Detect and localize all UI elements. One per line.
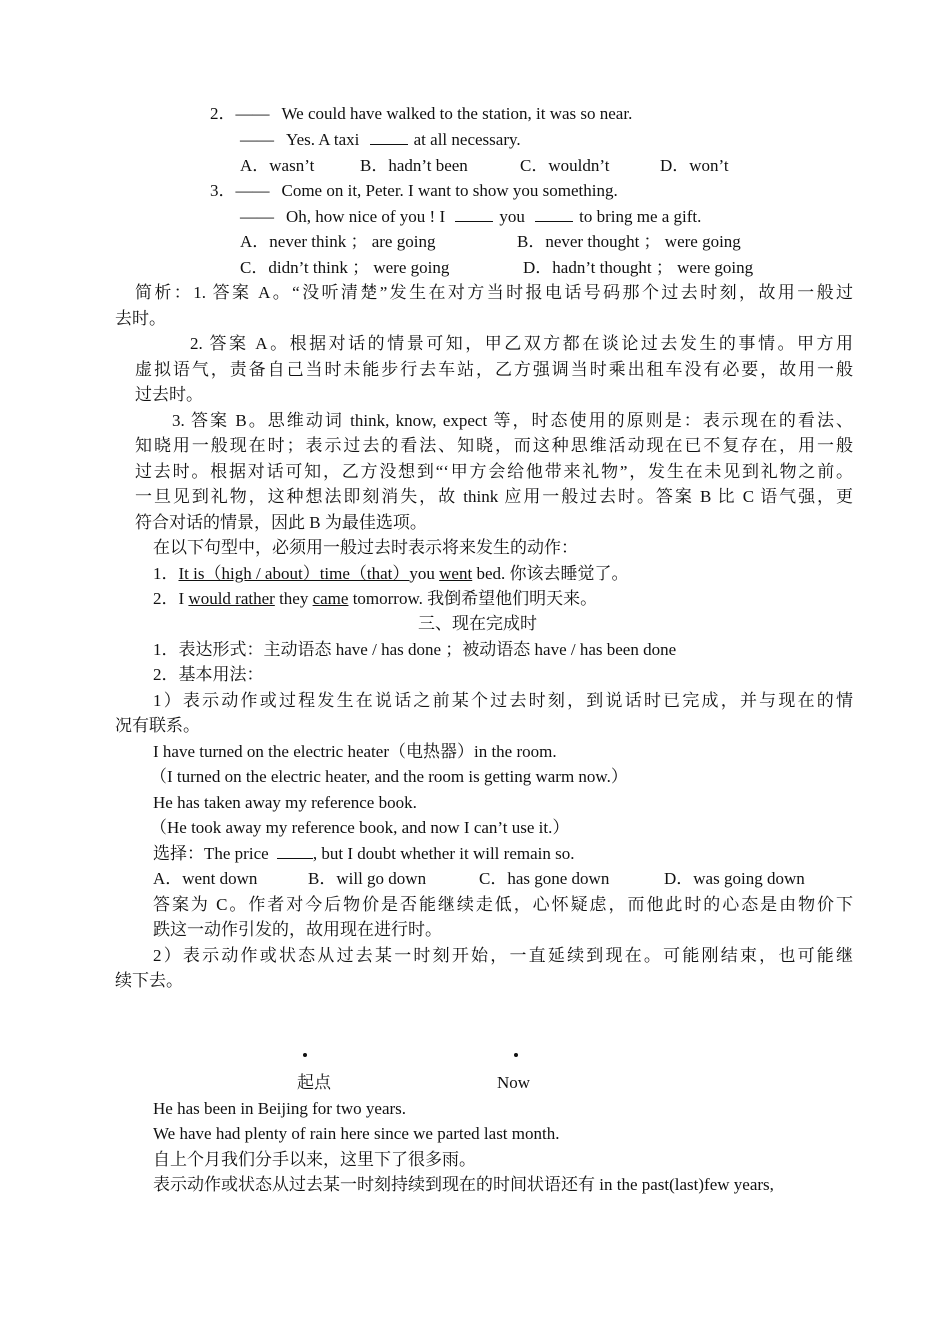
dialog-dash: ——	[240, 130, 274, 149]
underlined-phrase: went	[439, 564, 473, 583]
answer-explanation-line2: 跌这一动作引发的，故用现在进行时。	[153, 920, 442, 939]
option-a: A．wasn’t	[240, 156, 315, 175]
question-number: 2．	[210, 104, 236, 123]
timeline-now-label: Now	[497, 1073, 531, 1092]
analysis-2-line2: 虚拟语气，责备自己当时未能步行去车站，乙方强调当时乘出租车没有必要，故用一般	[135, 360, 853, 379]
question-2-line1	[210, 103, 632, 125]
option-c: C．didn’t think ； were going	[240, 258, 450, 277]
example-2-note: （He took away my reference book, and now I can’t use it.）	[150, 818, 570, 837]
example-1: I have turned on the electric heater（电热器）in the room.	[153, 742, 557, 761]
timeline-now-dot	[514, 1053, 518, 1057]
question-2-line2	[240, 129, 521, 151]
analysis-3-line1: 3. 答案 B。思维动词 think, know, expect 等，时态使用的原则是：表示现在的看法、	[172, 411, 853, 430]
answer-explanation-line1: 答案为 C。作者对今后物价是否能继续走低，心怀疑虑，而他此时的心态是由物价下	[153, 895, 853, 914]
option-a: A．went down	[153, 869, 258, 888]
example-4-translation: 自上个月我们分手以来，这里下了很多雨。	[153, 1150, 476, 1169]
answer-blank	[370, 130, 408, 145]
option-b: B．will go down	[308, 869, 427, 888]
pattern-2: 2．I would rather they came tomorrow. 我倒希望他们明天来。	[153, 589, 598, 608]
answer-blank	[535, 207, 573, 222]
answer-blank	[455, 207, 493, 222]
option-d: D．was going down	[664, 869, 805, 888]
example-1-note: （I turned on the electric heater, and the room is getting warm now.）	[150, 767, 628, 786]
question-3-line1	[210, 180, 618, 202]
basic-usage: 2．基本用法：	[153, 665, 264, 684]
usage-2-line2: 续下去。	[115, 971, 183, 990]
pattern-1: 1．It is（high / about）time（that）you went bed. 你该去睡觉了。	[153, 564, 629, 583]
analysis-1-line2: 去时。	[115, 309, 166, 328]
usage-1-line1: 1）表示动作或过程发生在说话之前某个过去时刻，到说话时已完成，并与现在的情	[153, 691, 853, 710]
analysis-2-line3: 过去时。	[135, 385, 203, 404]
analysis-3-line2: 知晓用一般现在时；表示过去的看法、知晓，而这种思维活动现在已不复存在，用一般	[135, 436, 853, 455]
answer-blank	[277, 844, 313, 859]
section-heading: 三、现在完成时	[418, 614, 537, 633]
underlined-phrase: came	[312, 589, 349, 608]
timeline-start-label: 起点	[297, 1073, 331, 1092]
analysis-3-line5: 符合对话的情景，因此 B 为最佳选项。	[135, 513, 427, 532]
option-b: B．never thought ； were going	[517, 232, 741, 251]
example-3: He has been in Beijing for two years.	[153, 1099, 407, 1118]
question-number: 3．	[210, 181, 236, 200]
question-text: Yes. A taxi	[286, 130, 360, 149]
usage-1-line2: 况有联系。	[115, 716, 200, 735]
question-text: We could have walked to the station, it was so near.	[281, 104, 633, 123]
analysis-1-line1: 简析：1. 答案 A。“没听清楚”发生在对方当时报电话号码那个过去时刻，故用一般过	[135, 283, 853, 302]
usage-2-line1: 2）表示动作或状态从过去某一时刻开始，一直延续到现在。可能刚结束，也可能继	[153, 946, 853, 965]
analysis-2-line1: 2. 答案 A。根据对话的情景可知，甲乙双方都在谈论过去发生的事情。甲方用	[190, 334, 853, 353]
question-text: at all necessary.	[413, 130, 521, 149]
example-4: We have had plenty of rain here since we parted last month.	[153, 1124, 560, 1143]
analysis-3-line3: 过去时。根据对话可知，乙方没想到“‘甲方会给他带来礼物”，发生在未见到礼物之前。	[135, 462, 853, 481]
option-b: B．hadn’t been	[360, 156, 468, 175]
dialog-dash: ——	[235, 104, 270, 123]
analysis-3-line4: 一旦见到礼物，这种想法即刻消失，故 think 应用一般过去时。答案 B 比 C 语气强，更	[135, 487, 853, 506]
choice-question: 选择：The price , but I doubt whether it will remain so.	[153, 844, 575, 863]
underlined-phrase: It is（high / about）time（that）	[178, 564, 410, 583]
time-adverbial-note: 表示动作或状态从过去某一时刻持续到现在的时间状语还有 in the past(last)few years,	[153, 1175, 774, 1194]
option-d: D．won’t	[660, 156, 729, 175]
option-c: C．wouldn’t	[520, 156, 610, 175]
expression-form: 1．表达形式：主动语态 have / has done ；被动语态 have / has been done	[153, 640, 677, 659]
timeline-start-dot	[303, 1053, 307, 1057]
patterns-intro: 在以下句型中，必须用一般过去时表示将来发生的动作：	[153, 538, 578, 557]
option-a: A．never think ； are going	[240, 232, 436, 251]
example-2: He has taken away my reference book.	[153, 793, 417, 812]
option-d: D．hadn’t thought ； were going	[523, 258, 754, 277]
question-text: Come on it, Peter. I want to show you something.	[281, 181, 618, 200]
dialog-dash: ——	[235, 181, 270, 200]
option-c: C．has gone down	[479, 869, 610, 888]
underlined-phrase: would rather	[188, 589, 275, 608]
dialog-dash: ——	[240, 207, 274, 226]
question-3-line2: —— Oh, how nice of you ! I you to bring me a gift.	[240, 207, 702, 226]
